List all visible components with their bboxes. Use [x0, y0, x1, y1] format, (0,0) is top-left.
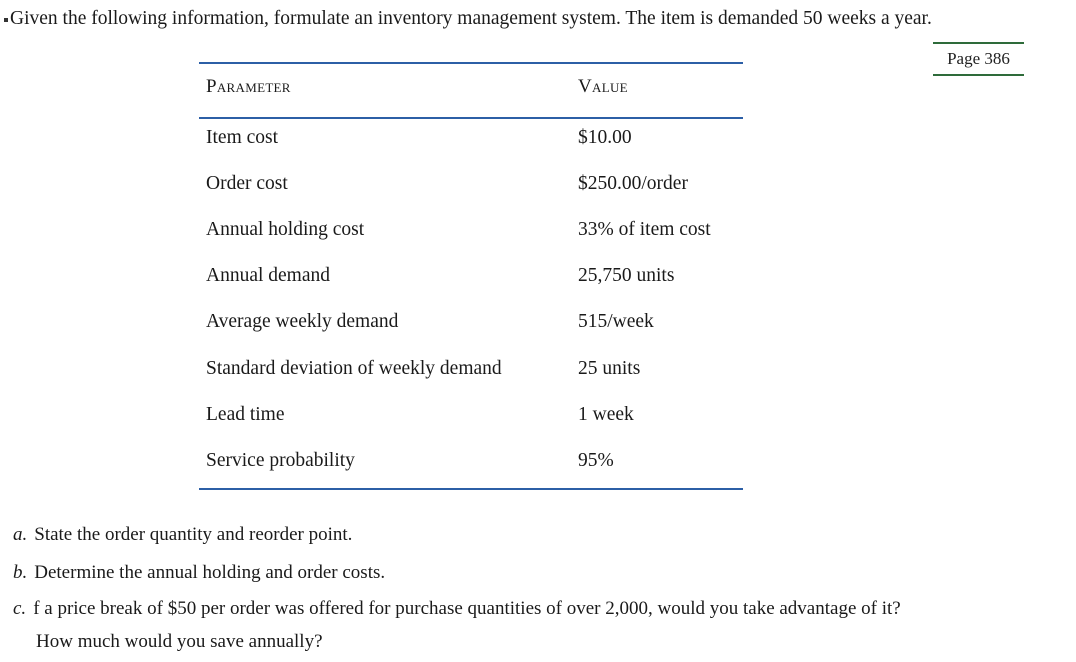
table-row	[199, 127, 743, 157]
table-bottom-rule	[199, 488, 743, 490]
parameter-cell: Annual demand	[206, 265, 331, 286]
page-reference	[933, 42, 1024, 76]
table-row	[199, 450, 743, 480]
value-cell: $10.00	[578, 127, 632, 148]
table-row	[199, 265, 743, 295]
table-row	[199, 358, 743, 388]
problem-intro-text: Given the following information, formulate an inventory management system. The item is demanded 50 weeks a year.	[10, 8, 932, 29]
value-cell: $250.00/order	[578, 173, 688, 194]
question-text: State the order quantity and reorder point.	[34, 524, 353, 545]
question-text: f a price break of $50 per order was offered for purchase quantities of over 2,000, would you take advantage of it?	[33, 598, 901, 619]
value-cell: 515/week	[578, 311, 654, 332]
bullet-icon	[4, 18, 8, 22]
value-cell: 1 week	[578, 404, 634, 425]
parameter-cell: Order cost	[206, 173, 288, 194]
parameter-cell: Standard deviation of weekly demand	[206, 358, 502, 379]
table-top-rule	[199, 62, 743, 64]
question-c	[13, 598, 901, 620]
question-a	[13, 524, 352, 546]
value-cell: 33% of item cost	[578, 219, 711, 240]
question-b	[13, 562, 385, 584]
parameter-cell: Service probability	[206, 450, 355, 471]
value-cell: 25 units	[578, 358, 641, 379]
table-row	[199, 404, 743, 434]
parameter-cell: Annual holding cost	[206, 219, 365, 240]
column-header-parameter: Parameter	[206, 76, 291, 97]
parameter-cell: Item cost	[206, 127, 279, 148]
question-label: c.	[13, 598, 27, 619]
question-label: b.	[13, 562, 28, 583]
table-header-rule	[199, 117, 743, 119]
problem-intro	[4, 8, 932, 30]
value-cell: 25,750 units	[578, 265, 675, 286]
question-label: a.	[13, 524, 28, 545]
table-row	[199, 311, 743, 341]
question-text: Determine the annual holding and order costs.	[34, 562, 386, 583]
parameter-cell: Lead time	[206, 404, 285, 425]
column-header-value: Value	[578, 76, 628, 97]
value-cell: 95%	[578, 450, 614, 471]
question-c-continuation: How much would you save annually?	[36, 631, 323, 652]
parameter-cell: Average weekly demand	[206, 311, 399, 332]
table-row	[199, 219, 743, 249]
page-label: Page 386	[947, 49, 1010, 68]
table-row	[199, 173, 743, 203]
